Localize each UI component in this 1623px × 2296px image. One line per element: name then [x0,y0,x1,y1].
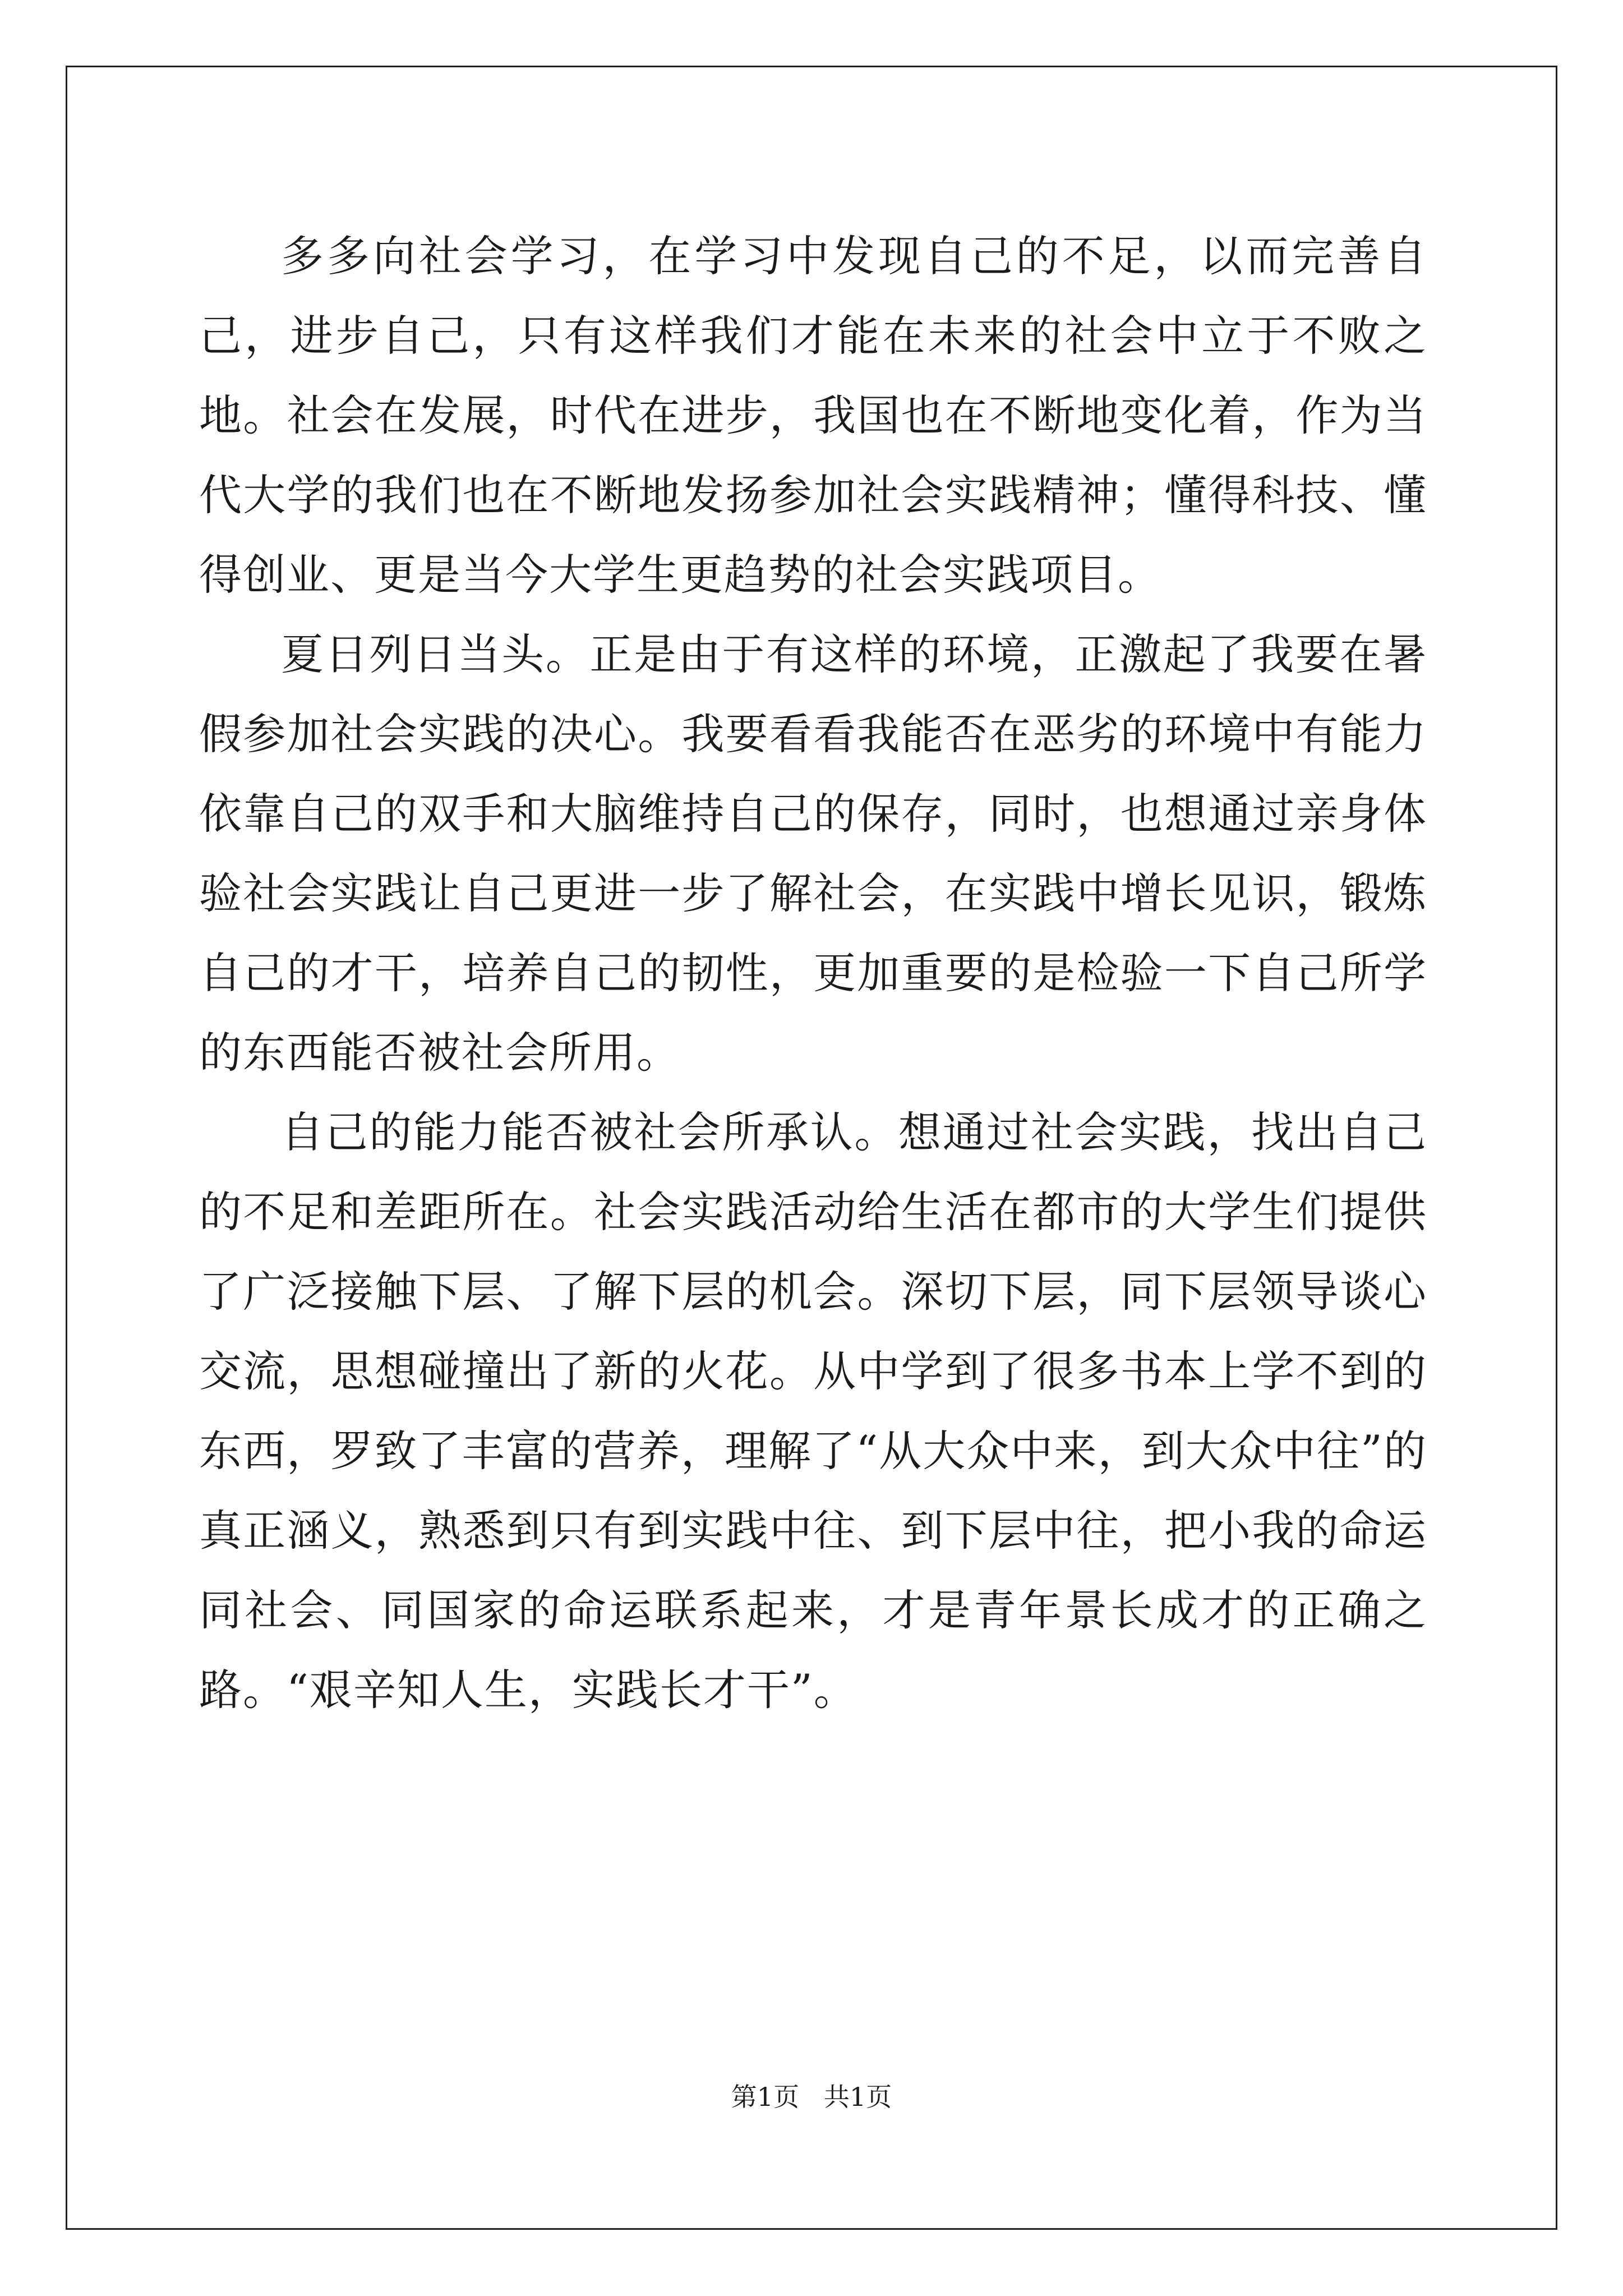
paragraph-3: 自己的能力能否被社会所承认。想通过社会实践，找出自己的不足和差距所在。社会实践活动给生活在都市的大学生们提供了广泛接触下层、了解下层的机会。深切下层，同下层领导谈心交流，思想碰撞出了新的火花。从中学到了很多书本上学不到的东西，罗致了丰富的营养，理解了“从大众中来，到大众中往”的真正涵义，熟悉到只有到实践中往、到下层中往，把小我的命运同社会、同国家的命运联系起来，才是青年景长成才的正确之路。“艰辛知人生，实践长才干”。 [199,1107,1427,1715]
paragraph-1: 多多向社会学习，在学习中发现自己的不足，以而完善自己，进步自己，只有这样我们才能在未来的社会中立于不败之地。社会在发展，时代在进步，我国也在不断地变化着，作为当代大学的我们也在不断地发扬参加社会实践精神；懂得科技、懂得创业、更是当今大学生更趋势的社会实践项目。 [199,231,1427,600]
page-footer: 第1页 共1页 [731,2082,892,2112]
document-body [199,217,1427,1730]
paragraph-2: 夏日列日当头。正是由于有这样的环境，正激起了我要在暑假参加社会实践的决心。我要看看我能否在恶劣的环境中有能力依靠自己的双手和大脑维持自己的保存，同时，也想通过亲身体验社会实践让自己更进一步了解社会，在实践中增长见识，锻炼自己的才干，培养自己的韧性，更加重要的是检验一下自己所学的东西能否被社会所用。 [199,629,1427,1078]
